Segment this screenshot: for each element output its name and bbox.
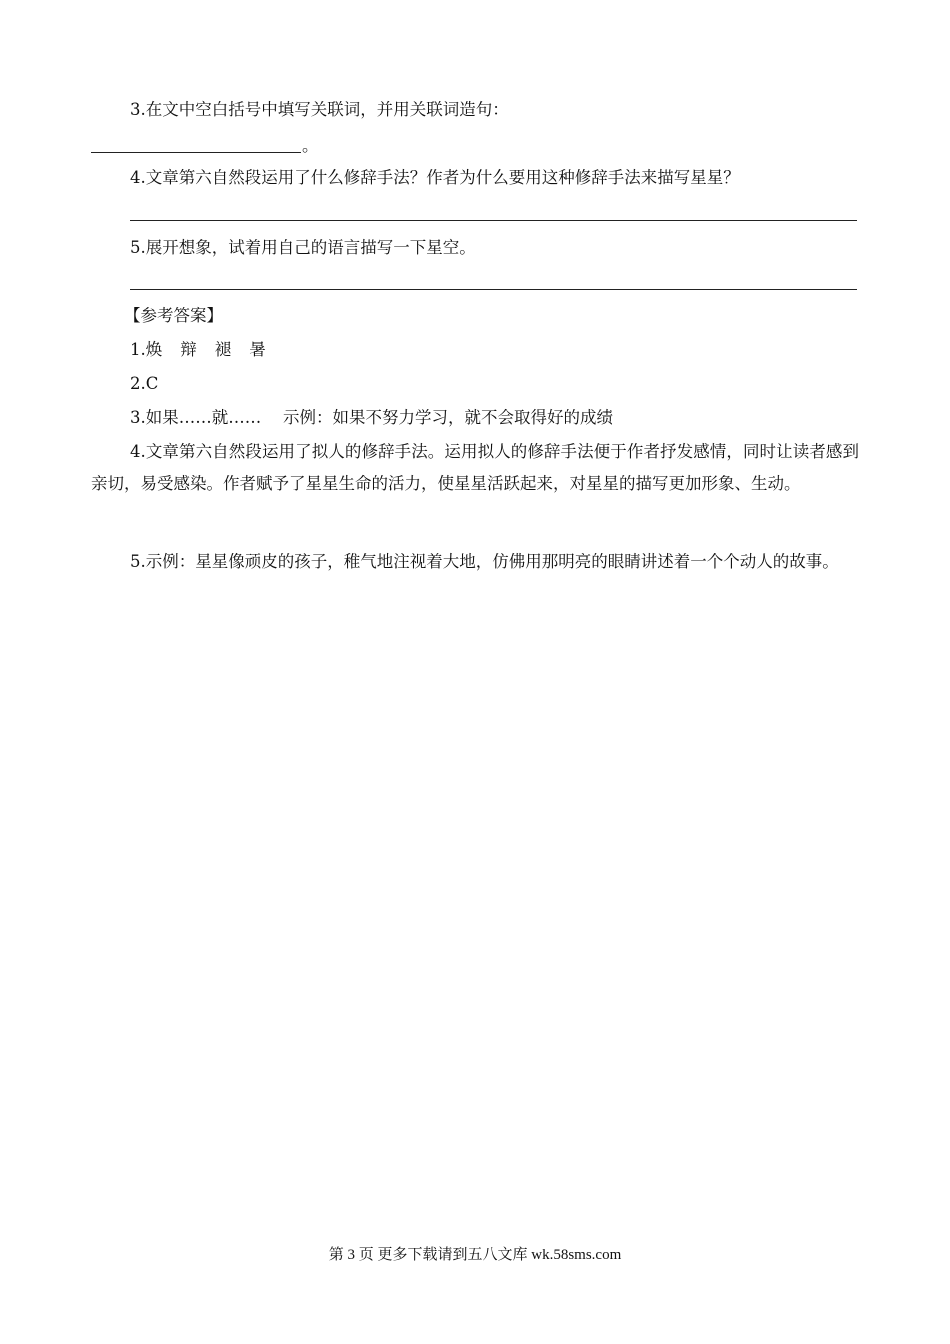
- answer-1-prefix: 1.: [130, 340, 146, 359]
- answers-heading: 【参考答案】: [124, 306, 223, 325]
- answer-5: 5.示例：星星像顽皮的孩子，稚气地注视着大地，仿佛用那明亮的眼睛讲述着一个个动人的故事。: [130, 552, 839, 571]
- answer-blank-line-q5: [130, 289, 857, 290]
- answer-1-word: 焕: [145, 340, 163, 359]
- answer-4: 4.文章第六自然段运用了拟人的修辞手法。运用拟人的修辞手法便于作者抒发感情，同时让读者感到亲切，易受感染。作者赋予了星星生命的活力，使星星活跃起来，对星星的描写更加形象、生动。: [91, 442, 859, 493]
- question-4: 4.文章第六自然段运用了什么修辞手法？作者为什么要用这种修辞手法来描写星星？: [130, 168, 740, 187]
- answer-3: 3.如果……就…… 示例：如果不努力学习，就不会取得好的成绩: [130, 408, 613, 427]
- page-footer: 第 3 页 更多下载请到五八文库 wk.58sms.com: [328, 1247, 622, 1263]
- answer-blank-line-q3: [91, 152, 301, 153]
- question-3: 3.在文中空白括号中填写关联词，并用关联词造句：: [130, 100, 509, 119]
- answer-1-word: 辩: [180, 340, 197, 359]
- answer-blank-line-q4: [130, 220, 857, 221]
- answer-1: [130, 340, 284, 360]
- question-3-blank-end: 。: [302, 136, 319, 155]
- question-5: 5.展开想象，试着用自己的语言描写一下星空。: [130, 238, 476, 257]
- answer-1-word: 褪: [214, 340, 232, 359]
- answer-1-word: 暑: [249, 340, 266, 359]
- answer-2: 2.C: [130, 374, 159, 393]
